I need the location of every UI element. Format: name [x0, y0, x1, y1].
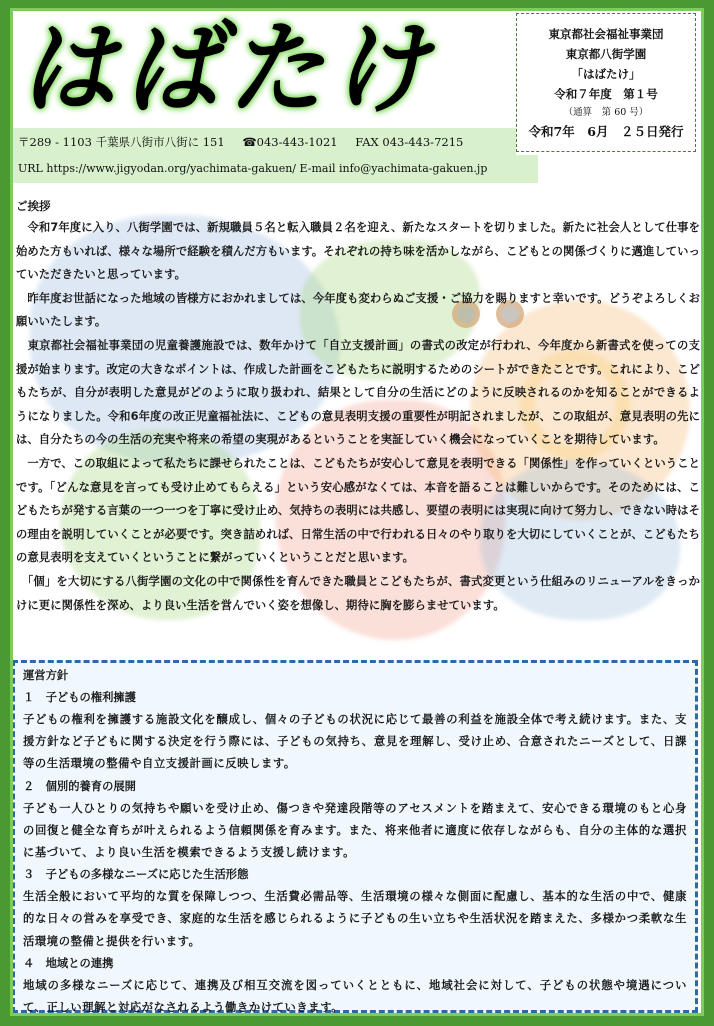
operating-policy-box [12, 660, 698, 1013]
policy-title: 運営方針 [23, 669, 69, 682]
policy-section-body: 子どもの権利を擁護する施設文化を醸成し、個々の子どもの状況に応じて最善の利益を施設全体で考え続けます。また、支援方針など子どもに関する決定を行う際には、子どもの気持ち、意見を理解し、受け止め、合意されたニーズとして、日課等の生活環境の整備や自立支援計画に反映します。 [23, 713, 687, 771]
url-email-row: URL https://www.jigyodan.org/yachimata-gakuen/ E-mail info@yachimata-gakuen.jp [10, 155, 538, 183]
newsletter-title: はばたけ [20, 9, 436, 128]
contact-info [10, 128, 538, 183]
greeting-paragraph: 東京都社会福祉事業団の児童養護施設では、数年かけて「自立支援計画」の書式の改定が行われ、今年度から新書式を使っての支援が始まります。改定の大きなポイントは、作成した計画をこどもたちに説明するためのシートができたことです。これにより、こどもたちが、自分が表明した意見がどのように取り扱われ、結果として自分の生活にどのように反映されるのかを知ることができるようになりました。令和6年度の改正児童福祉法に、こどもの意見表明支援の重要性が明記されましたが、この取組が、意見表明の先には、自分たちの今の生活の充実や将来の希望の実現があるということを実証していく機会になっていくことを期待しています。 [16, 338, 700, 447]
organization-name: 東京都社会福祉事業団 [548, 26, 664, 41]
policy-section-heading: ４ 地域との連携 [23, 956, 114, 970]
issue-info-box [516, 13, 696, 152]
greeting-paragraph: 一方で、この取組によって私たちに課せられたことは、こどもたちが安心して意見を表明できる「関係性」を作っていくということです。「どんな意見を言っても受け止めてもらえる」という安心感がなくては、本音を語ることは難しいからです。そのためには、こどもたちが発する言葉の一つ一つを丁寧に受け止め、気持ちの表明には共感し、要望の表明には実現に向けて努力し、できない時はその理由を説明していくことが必要です。突き詰めれば、日常生活の中で行われる日々のやり取りを大切にしていくことが、こどもたちの意見表明を支えていくということに繋がっていくということだと思います。 [16, 456, 700, 565]
facility-name: 東京都八街学園 [565, 46, 647, 61]
postal-address: 〒289 ‐ 1103 千葉県八街市八街に 151 [18, 135, 225, 149]
policy-section-body: 地域の多様なニーズに応じて、連携及び相互交流を図っていくとともに、地域社会に対して、子どもの状態や境遇について、正しい理解と対応がなされるよう働きかけていきます。 [23, 978, 687, 1015]
masthead [20, 9, 510, 128]
cumulative-issue-number: （通算 第 60 号） [563, 106, 649, 118]
policy-section-body: 子ども一人ひとりの気持ちや願いを受け止め、傷つきや発達段階等のアセスメントを踏まえて、安心できる環境のもと心身の回復と健全な育ちが叶えられるよう信頼関係を育みます。また、将来他者に適度に依存しながらも、自分の主体的な選択に基づいて、より良い生活を模索できるよう支援し続けます。 [23, 801, 687, 860]
policy-section-heading: ２ 個別的養育の展開 [23, 779, 136, 793]
policy-section-heading: ３ 子どもの多様なニーズに応じた生活形態 [23, 868, 249, 882]
newsletter-name: 「はばたけ」 [571, 66, 641, 81]
phone-number: ☎043-443-1021 [242, 135, 338, 149]
greeting-section [16, 196, 700, 617]
issue-date: 令和7年 6月 ２５日発行 [528, 123, 684, 139]
greeting-heading: ご挨拶 [16, 199, 51, 213]
greeting-paragraph: 「個」を大切にする八街学園の文化の中で関係性を育んできた職員とこどもたちが、書式変更という仕組みのリニューアルをきっかけに更に関係性を深め、より良い生活を営んでいく姿を想像し、期待に胸を膨らませています。 [16, 574, 700, 612]
issue-volume: 令和７年度 第１号 [554, 86, 658, 101]
fax-number: FAX 043-443-7215 [355, 135, 464, 149]
contact-address-row [10, 128, 516, 155]
greeting-paragraph: 令和7年度に入り、八街学園では、新規職員５名と転入職員２名を迎え、新たなスタートを切りました。新たに社会人として仕事を始めた方もいれば、様々な場所で経験を積んだ方もいます。それぞれの持ち味を活かしながら、こどもとの関係づくりに邁進していっていただきたいと思っています。 [16, 221, 700, 282]
policy-section-heading: １ 子どもの権利擁護 [23, 691, 136, 704]
greeting-paragraph: 昨年度お世話になった地域の皆様方におかれましては、今年度も変わらぬご支援・ご協力を賜りますと幸いです。どうぞよろしくお願いいたします。 [16, 291, 700, 329]
policy-section-body: 生活全般において平均的な質を保障しつつ、生活費必需品等、生活環境の様々な側面に配慮し、基本的な生活の中で、健康的な日々の営みを享受でき、家庭的な生活を感じられるように子どもの生い立ちや生活状況を踏まえた、多様かつ柔軟な生活環境の整備と提供を行います。 [23, 890, 687, 948]
